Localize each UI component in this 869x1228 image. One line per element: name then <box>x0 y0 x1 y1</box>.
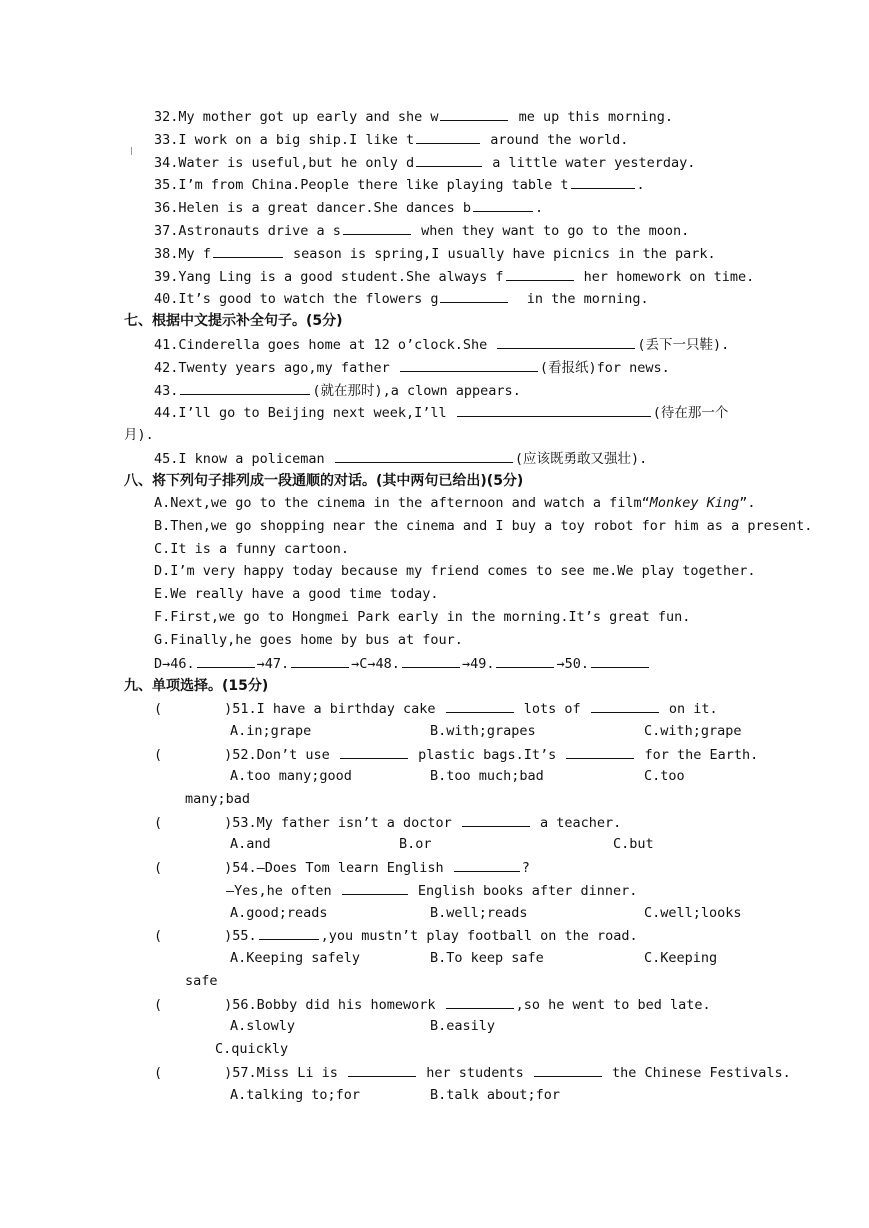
text: on it. <box>660 701 718 717</box>
answer-blank[interactable] <box>462 813 530 827</box>
answer-blank[interactable] <box>497 335 635 349</box>
text: C.It is a funny cartoon. <box>154 540 350 557</box>
text: 39.Yang Ling is a good student.She always f <box>154 268 504 285</box>
order-label: →C→48. <box>351 656 400 672</box>
answer-blank[interactable] <box>213 244 283 258</box>
text: (应该既勇敢又强壮). <box>514 451 648 468</box>
text: )51.I have a birthday cake <box>224 701 444 717</box>
option[interactable]: C.too <box>644 768 685 784</box>
answer-blank[interactable] <box>457 403 651 417</box>
option[interactable]: A.talking to;for <box>230 1087 361 1103</box>
text: A.Next,we go to the cinema in the afternoon and watch a film“ <box>154 495 650 511</box>
text: lots of <box>515 701 589 717</box>
text: ”. <box>739 495 756 511</box>
question-q51 <box>154 699 718 718</box>
answer-paren-open: ( <box>154 860 163 876</box>
answer-blank[interactable] <box>446 699 514 713</box>
fill-item <box>154 221 689 240</box>
text: 37.Astronauts drive a s <box>154 223 341 239</box>
answer-blank[interactable] <box>291 654 349 668</box>
text: 34.Water is useful,but he only d <box>154 154 415 171</box>
fill-item <box>154 153 695 172</box>
dialogue-sentence <box>154 562 755 580</box>
answer-blank[interactable] <box>566 745 634 759</box>
answer-blank[interactable] <box>342 881 408 895</box>
dialogue-sentence <box>154 608 690 626</box>
fill-item <box>154 175 645 194</box>
section-heading: 九、单项选择。(15分) <box>124 678 269 694</box>
text: )56.Bobby did his homework <box>224 997 444 1013</box>
text: ,you mustn’t play football on the road. <box>320 928 638 944</box>
option[interactable]: C.with;grape <box>644 723 742 739</box>
text: 44.I’ll go to Beijing next week,I’ll <box>154 405 455 422</box>
text: me up this morning. <box>510 109 674 125</box>
option[interactable]: C.well;looks <box>644 905 742 921</box>
answer-blank[interactable] <box>591 699 659 713</box>
option[interactable]: A.and <box>230 836 271 852</box>
answer-blank[interactable] <box>348 1063 416 1077</box>
text: 32.My mother got up early and she w <box>154 109 439 125</box>
answer-blank[interactable] <box>506 267 574 281</box>
text: season is spring,I usually have picnics in the park. <box>284 245 716 262</box>
text: 33.I work on a big ship.I like t <box>154 131 415 148</box>
translation-item <box>154 358 670 377</box>
answer-blank[interactable] <box>473 198 533 212</box>
text: 43. <box>154 382 179 399</box>
option[interactable]: A.in;grape <box>230 723 312 739</box>
text: )55. <box>224 928 257 944</box>
text: )52.Don’t use <box>224 747 338 763</box>
option[interactable]: C.Keeping <box>644 950 718 966</box>
text: (看报纸)for news. <box>539 359 670 376</box>
text: 42.Twenty years ago,my father <box>154 359 398 376</box>
text: a teacher. <box>531 815 622 831</box>
text: 41.Cinderella goes home at 12 o’clock.She <box>154 337 496 353</box>
margin-mark <box>131 147 132 155</box>
answer-paren-open: ( <box>154 701 163 717</box>
text: G.Finally,he goes home by bus at four. <box>154 631 463 648</box>
question-q54 <box>154 858 530 877</box>
option[interactable]: B.easily <box>430 1018 496 1034</box>
option[interactable]: A.good;reads <box>230 905 328 921</box>
dialogue-sentence <box>154 517 812 535</box>
text: ? <box>521 860 530 876</box>
text: F.First,we go to Hongmei Park early in the morning.It’s great fun. <box>154 609 691 625</box>
text: the Chinese Festivals. <box>603 1065 791 1081</box>
answer-blank[interactable] <box>400 358 538 372</box>
question-q57 <box>154 1063 791 1082</box>
text: her students <box>418 1065 532 1081</box>
text: —Yes,he often <box>226 883 340 899</box>
fill-item <box>154 130 628 149</box>
option[interactable]: A.too many;good <box>230 768 352 784</box>
option[interactable]: B.or <box>399 836 432 852</box>
text: a little water yesterday. <box>484 154 696 171</box>
text: . <box>636 177 645 194</box>
text: D.I’m very happy today because my friend comes to see me.We play together. <box>154 563 756 580</box>
answer-blank[interactable] <box>496 654 554 668</box>
text: )53.My father isn’t a doctor <box>224 815 460 831</box>
option[interactable]: B.with;grapes <box>430 723 536 739</box>
text: (就在那时),a clown appears. <box>312 382 521 399</box>
text: . <box>534 200 544 217</box>
wrapped-text: 月). <box>124 427 154 444</box>
translation-item <box>154 449 647 468</box>
wrapped-option: safe <box>185 973 218 989</box>
answer-blank[interactable] <box>591 654 649 668</box>
answer-paren-open: ( <box>154 997 163 1013</box>
answer-blank[interactable] <box>446 995 514 1009</box>
answer-blank[interactable] <box>259 926 319 940</box>
text: plastic bags.It’s <box>409 747 565 763</box>
text: in the morning. <box>510 291 649 308</box>
translation-item <box>154 381 521 400</box>
question-q55 <box>154 926 638 945</box>
order-label: D→46. <box>154 656 195 672</box>
text: (待在那一个 <box>652 405 729 422</box>
question-q54-reply <box>226 881 637 900</box>
dialogue-sentence <box>154 631 463 649</box>
option[interactable]: A.slowly <box>230 1018 296 1034</box>
fill-item <box>154 267 754 286</box>
option[interactable]: B.talk about;for <box>430 1087 561 1103</box>
answer-blank[interactable] <box>416 153 482 167</box>
text: (丢下一只鞋). <box>637 337 730 353</box>
order-label: →50. <box>556 656 589 672</box>
order-answer-row <box>154 654 651 673</box>
answer-blank[interactable] <box>571 175 635 189</box>
fill-item <box>154 289 649 308</box>
translation-item <box>154 335 729 354</box>
answer-blank[interactable] <box>534 1063 602 1077</box>
question-q52 <box>154 745 758 764</box>
section-heading: 七、根据中文提示补全句子。(5分) <box>124 313 343 329</box>
wrapped-option: many;bad <box>185 791 251 807</box>
question-q56 <box>154 995 711 1014</box>
text: around the world. <box>482 131 629 148</box>
text: )57.Miss Li is <box>224 1065 347 1081</box>
text: 35.I’m from China.People there like playing table t <box>154 177 569 194</box>
section-heading: 八、将下列句子排列成一段通顺的对话。(其中两句已给出)(5分) <box>124 473 524 489</box>
fill-item <box>154 198 543 217</box>
answer-paren-open: ( <box>154 747 163 763</box>
answer-paren-open: ( <box>154 928 163 944</box>
film-title: Monkey King <box>649 495 740 511</box>
option[interactable]: A.Keeping safely <box>230 950 361 966</box>
text: when they want to go to the moon. <box>412 223 690 239</box>
text: ,so he went to bed late. <box>515 997 711 1013</box>
answer-blank[interactable] <box>454 858 520 872</box>
answer-blank[interactable] <box>343 221 411 235</box>
option[interactable]: B.well;reads <box>430 905 528 921</box>
answer-blank[interactable] <box>340 745 408 759</box>
answer-blank[interactable] <box>197 654 255 668</box>
text: 36.Helen is a great dancer.She dances b <box>154 200 471 217</box>
option[interactable]: C.but <box>613 836 654 852</box>
option[interactable]: B.too much;bad <box>430 768 544 784</box>
text: her homework on time. <box>575 268 755 285</box>
answer-paren-open: ( <box>154 815 163 831</box>
answer-blank[interactable] <box>416 130 480 144</box>
answer-blank[interactable] <box>335 449 513 463</box>
text: for the Earth. <box>636 747 759 763</box>
dialogue-sentence <box>154 585 438 603</box>
text: )54.—Does Tom learn English <box>224 860 452 876</box>
fill-item <box>154 107 673 126</box>
text: English books after dinner. <box>409 883 638 899</box>
order-label: →47. <box>256 656 290 672</box>
text: B.Then,we go shopping near the cinema and I buy a toy robot for him as a present. <box>154 517 813 534</box>
answer-paren-open: ( <box>154 1065 163 1081</box>
answer-blank[interactable] <box>440 289 508 303</box>
option[interactable]: B.To keep safe <box>430 950 544 966</box>
option[interactable]: C.quickly <box>215 1041 289 1057</box>
answer-blank[interactable] <box>402 654 460 668</box>
fill-item <box>154 244 716 263</box>
dialogue-sentence <box>154 540 349 558</box>
answer-blank[interactable] <box>440 107 508 121</box>
text: E.We really have a good time today. <box>154 586 439 603</box>
translation-item <box>154 403 728 422</box>
dialogue-sentence <box>154 494 755 512</box>
text: 40.It’s good to watch the flowers g <box>154 291 439 308</box>
text: 45.I know a policeman <box>154 451 333 468</box>
question-q53 <box>154 813 621 832</box>
answer-blank[interactable] <box>180 381 310 395</box>
text: 38.My f <box>154 245 211 262</box>
order-label: →49. <box>461 656 495 672</box>
